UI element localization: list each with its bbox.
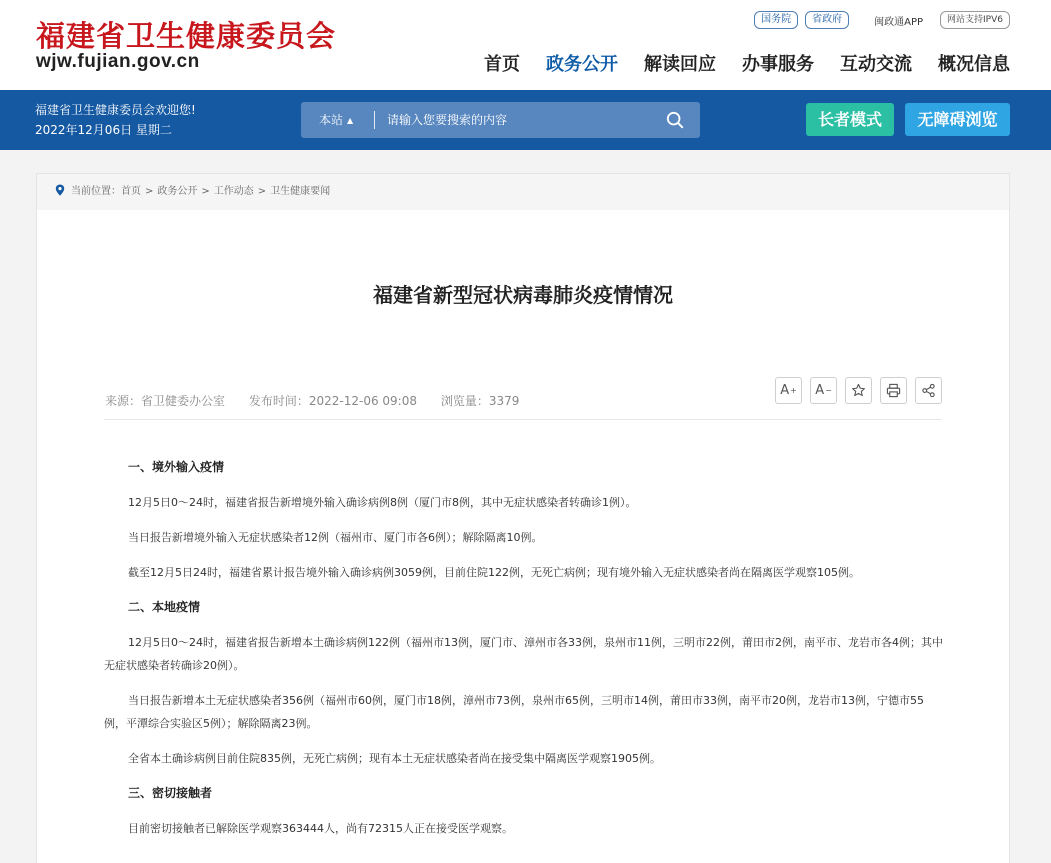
section-heading: 三、密切接触者 xyxy=(128,786,213,800)
article-paragraph: 截至12月5日24时，福建省累计报告境外输入确诊病例3059例，目前住院122例，无死亡病例；现有境外输入无症状感染者尚在隔离医学观察105例。 xyxy=(128,566,860,579)
breadcrumb-prefix: 当前位置： xyxy=(71,186,121,197)
search-scope-select[interactable] xyxy=(319,102,353,140)
article-paragraph: 12月5日0～24时，福建省报告新增境外输入确诊病例8例（厦门市8例，其中无症状感染者转确诊1例）。 xyxy=(128,496,637,509)
share-icon[interactable] xyxy=(915,377,942,404)
nav-government-affairs[interactable]: 政务公开 xyxy=(546,54,618,75)
article-meta xyxy=(105,392,539,409)
star-icon[interactable] xyxy=(845,377,872,404)
nav-interpretation[interactable]: 解读回应 xyxy=(644,54,716,75)
mzt-app-link[interactable]: 闽政通APP xyxy=(874,16,924,28)
current-date: 2022年12月06日 星期二 xyxy=(35,123,172,137)
article-paragraph: 全省本土确诊病例目前住院835例，无死亡病例；现有本土无症状感染者尚在接受集中隔离医学观察1905例。 xyxy=(128,752,661,765)
breadcrumb-work-news[interactable]: 工作动态 xyxy=(213,186,254,197)
nav-services[interactable]: 办事服务 xyxy=(742,54,814,75)
provincial-gov-link[interactable]: 省政府 xyxy=(805,11,849,29)
top-links xyxy=(754,11,1010,29)
ipv6-badge: 网站支持IPV6 xyxy=(940,11,1010,29)
nav-home[interactable]: 首页 xyxy=(484,54,520,75)
meta-divider xyxy=(104,419,942,420)
section-heading: 一、境外输入疫情 xyxy=(128,460,225,474)
top-utility-bar xyxy=(0,90,1051,150)
font-increase-icon[interactable]: A + xyxy=(775,377,802,404)
section-heading: 二、本地疫情 xyxy=(128,600,201,614)
site-header xyxy=(0,0,1051,90)
article-title: 福建省新型冠状病毒肺炎疫情情况 xyxy=(373,283,673,307)
location-pin-icon xyxy=(55,184,65,196)
article-source: 来源：省卫健委办公室 xyxy=(105,394,226,408)
welcome-block xyxy=(35,100,196,140)
article-paragraph: 目前密切接触者已解除医学观察363444人，尚有72315人正在接受医学观察。 xyxy=(128,822,513,835)
sort-arrows-icon: ▲︎ xyxy=(347,116,354,125)
article-paragraph: 当日报告新增境外输入无症状感染者12例（福州市、厦门市各6例）；解除隔离10例。 xyxy=(128,531,543,544)
print-icon[interactable] xyxy=(880,377,907,404)
search-divider xyxy=(374,111,375,129)
main-nav xyxy=(484,50,1010,76)
breadcrumb-home[interactable]: 首页 xyxy=(121,186,141,197)
guowuyuan-link[interactable]: 国务院 xyxy=(754,11,798,29)
breadcrumb-separator: > xyxy=(257,186,267,197)
nav-overview[interactable]: 概况信息 xyxy=(938,54,1010,75)
article-publish-time: 发布时间：2022-12-06 09:08 xyxy=(248,394,417,408)
accessible-browse-button[interactable]: 无障碍浏览 xyxy=(905,103,1010,136)
font-decrease-icon[interactable]: A − xyxy=(810,377,837,404)
article-body xyxy=(104,456,944,852)
breadcrumb-separator: > xyxy=(145,186,154,197)
search-box xyxy=(301,102,700,138)
search-scope-label: 本站 xyxy=(319,113,344,127)
breadcrumb-separator: > xyxy=(201,186,210,197)
search-input[interactable] xyxy=(387,102,647,138)
article-views: 浏览量：3379 xyxy=(440,394,520,408)
article-tools xyxy=(775,377,942,404)
nav-interaction[interactable]: 互动交流 xyxy=(840,54,912,75)
site-logo-title[interactable]: 福建省卫生健康委员会 xyxy=(36,19,337,53)
breadcrumb-health-news[interactable]: 卫生健康要闻 xyxy=(270,186,331,197)
article-paragraph: 12月5日0～24时，福建省报告新增本土确诊病例122例（福州市13例，厦门市、漳州市各33例，泉州市11例，三明市22例，莆田市2例，南平市、龙岩市各4例；其中无症状感染者转确诊20例）。 xyxy=(104,636,943,672)
article-paragraph: 当日报告新增本土无症状感染者356例（福州市60例，厦门市18例，漳州市73例，泉州市65例，三明市14例，莆田市33例，南平市20例，龙岩市13例，宁德市55例，平潭综合实验区5例）；解除隔离23例。 xyxy=(104,694,924,730)
search-icon[interactable] xyxy=(666,111,684,129)
site-logo-domain[interactable]: wjw.fujian.gov.cn xyxy=(36,51,200,72)
breadcrumb-government-affairs[interactable]: 政务公开 xyxy=(157,186,198,197)
article-container xyxy=(36,173,1010,863)
elder-mode-button[interactable]: 长者模式 xyxy=(806,103,894,136)
breadcrumb xyxy=(37,174,1009,210)
welcome-text: 福建省卫生健康委员会欢迎您! xyxy=(35,103,196,117)
